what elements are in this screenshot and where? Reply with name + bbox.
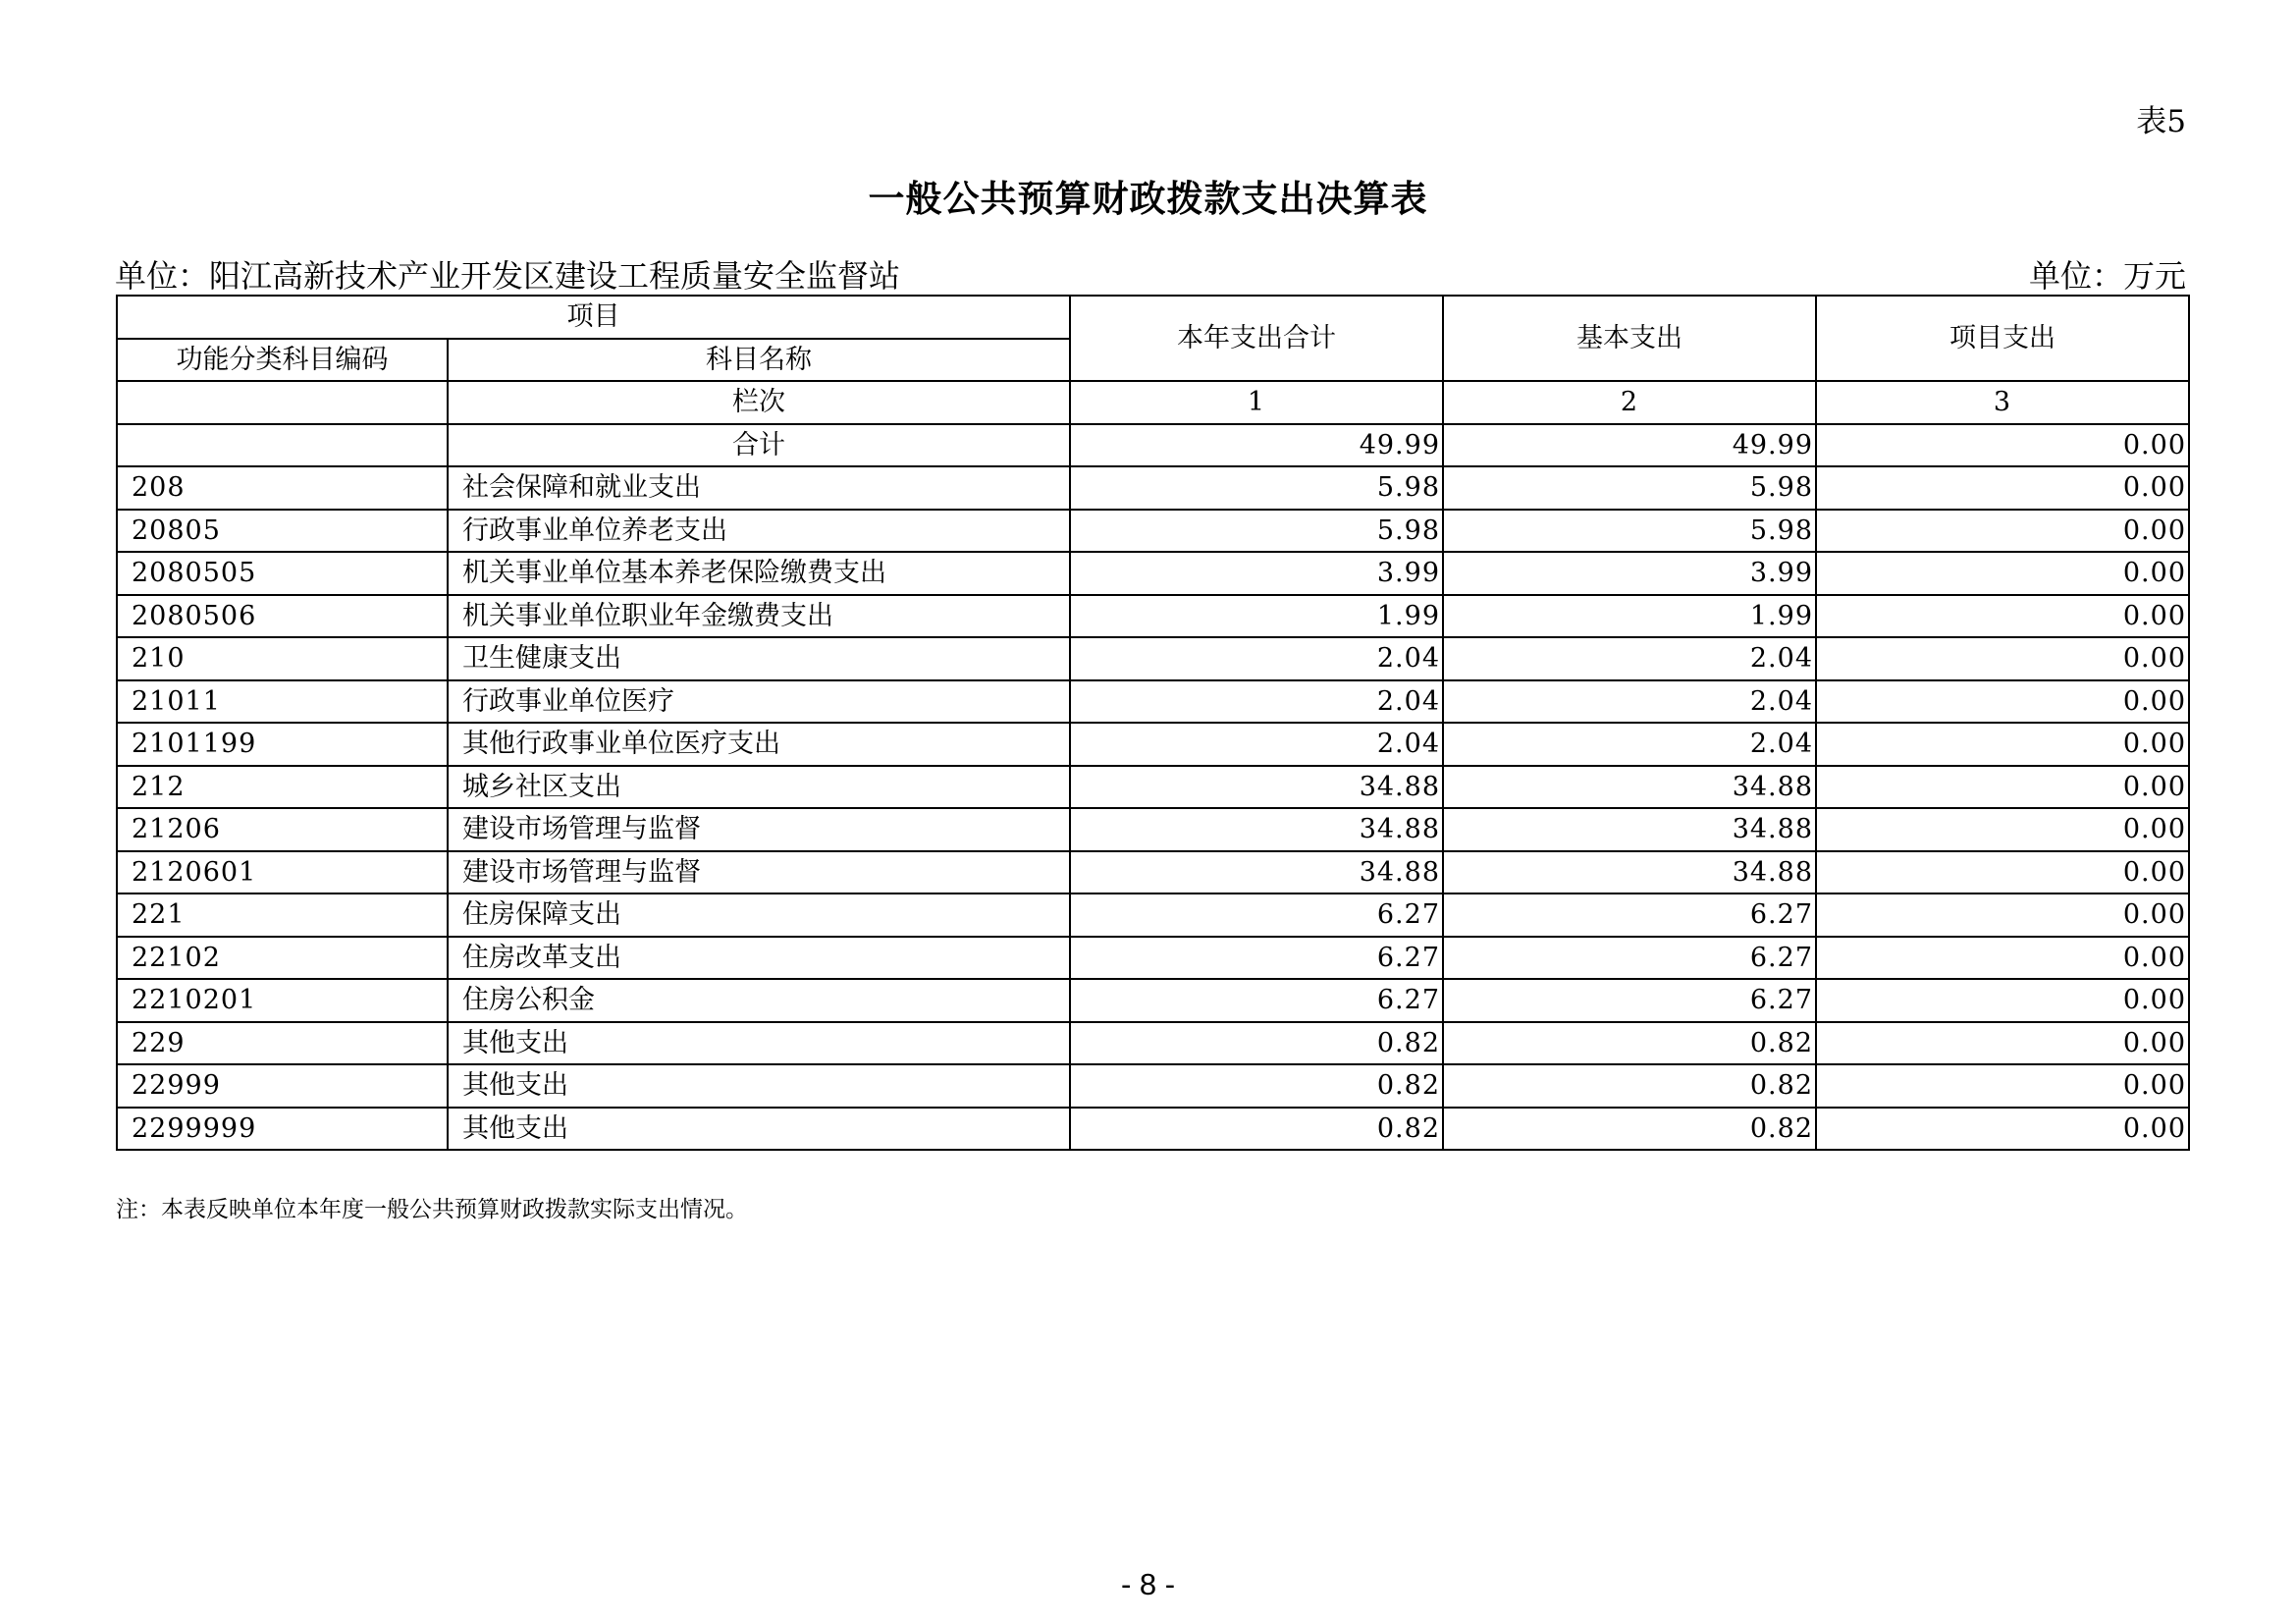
- expenditure-table: [116, 295, 2190, 1151]
- row-project: 0.00: [1816, 766, 2189, 809]
- row-code: 2080505: [117, 552, 448, 595]
- table-row: [117, 1064, 2189, 1108]
- row-code: 229: [117, 1022, 448, 1065]
- row-total: 34.88: [1070, 808, 1443, 851]
- row-total: 5.98: [1070, 466, 1443, 510]
- row-code: 22102: [117, 937, 448, 980]
- row-total: 34.88: [1070, 851, 1443, 894]
- row-code: 2080506: [117, 595, 448, 638]
- header-total: 本年支出合计: [1070, 296, 1443, 381]
- organization-unit: 单位：阳江高新技术产业开发区建设工程质量安全监督站: [115, 257, 901, 295]
- row-total: 1.99: [1070, 595, 1443, 638]
- page-number: - 8 -: [1120, 1567, 1176, 1601]
- footnote: 注：本表反映单位本年度一般公共预算财政拨款实际支出情况。: [116, 1197, 748, 1222]
- table-row: [117, 851, 2189, 894]
- unit-row: [115, 251, 2186, 293]
- row-code: 2120601: [117, 851, 448, 894]
- row-name: 其他支出: [448, 1064, 1070, 1108]
- row-name: 机关事业单位职业年金缴费支出: [448, 595, 1070, 638]
- row-basic: 0.82: [1443, 1064, 1816, 1108]
- row-name: 其他支出: [448, 1022, 1070, 1065]
- row-code: 21011: [117, 680, 448, 724]
- row-code: 21206: [117, 808, 448, 851]
- row-code: 221: [117, 893, 448, 937]
- column-index-3: 3: [1816, 381, 2189, 424]
- table-row: [117, 979, 2189, 1022]
- row-project: 0.00: [1816, 680, 2189, 724]
- total-code: [117, 424, 448, 467]
- row-total: 6.27: [1070, 937, 1443, 980]
- table-row: [117, 595, 2189, 638]
- row-basic: 0.82: [1443, 1108, 1816, 1151]
- currency-unit: 单位：万元: [2028, 257, 2186, 295]
- total-project: 0.00: [1816, 424, 2189, 467]
- row-basic: 3.99: [1443, 552, 1816, 595]
- row-project: 0.00: [1816, 552, 2189, 595]
- row-project: 0.00: [1816, 1108, 2189, 1151]
- table-row: [117, 637, 2189, 680]
- row-basic: 6.27: [1443, 979, 1816, 1022]
- page-title: 一般公共预算财政拨款支出决算表: [868, 177, 1428, 220]
- row-total: 34.88: [1070, 766, 1443, 809]
- table-row: [117, 552, 2189, 595]
- row-basic: 5.98: [1443, 466, 1816, 510]
- row-name: 其他行政事业单位医疗支出: [448, 723, 1070, 766]
- total-amount: 49.99: [1070, 424, 1443, 467]
- header-project-expenditure: 项目支出: [1816, 296, 2189, 381]
- row-basic: 2.04: [1443, 723, 1816, 766]
- table-row: [117, 510, 2189, 553]
- row-name: 社会保障和就业支出: [448, 466, 1070, 510]
- row-project: 0.00: [1816, 893, 2189, 937]
- row-name: 机关事业单位基本养老保险缴费支出: [448, 552, 1070, 595]
- column-index-row: [117, 381, 2189, 424]
- row-code: 22999: [117, 1064, 448, 1108]
- row-total: 2.04: [1070, 637, 1443, 680]
- row-code: 2101199: [117, 723, 448, 766]
- row-total: 2.04: [1070, 723, 1443, 766]
- row-total: 0.82: [1070, 1108, 1443, 1151]
- column-index-2: 2: [1443, 381, 1816, 424]
- table-row: [117, 466, 2189, 510]
- row-total: 0.82: [1070, 1064, 1443, 1108]
- total-name: 合计: [448, 424, 1070, 467]
- row-project: 0.00: [1816, 808, 2189, 851]
- table-row: [117, 893, 2189, 937]
- table-row: [117, 680, 2189, 724]
- row-project: 0.00: [1816, 937, 2189, 980]
- row-project: 0.00: [1816, 979, 2189, 1022]
- row-code: 2210201: [117, 979, 448, 1022]
- row-total: 5.98: [1070, 510, 1443, 553]
- column-label: 栏次: [448, 381, 1070, 424]
- row-basic: 2.04: [1443, 637, 1816, 680]
- row-project: 0.00: [1816, 637, 2189, 680]
- row-code: 212: [117, 766, 448, 809]
- row-code: 208: [117, 466, 448, 510]
- row-code: 20805: [117, 510, 448, 553]
- row-name: 行政事业单位养老支出: [448, 510, 1070, 553]
- row-name: 住房保障支出: [448, 893, 1070, 937]
- row-project: 0.00: [1816, 1022, 2189, 1065]
- column-index-1: 1: [1070, 381, 1443, 424]
- row-name: 行政事业单位医疗: [448, 680, 1070, 724]
- row-basic: 6.27: [1443, 937, 1816, 980]
- row-code: 2299999: [117, 1108, 448, 1151]
- table-row: [117, 723, 2189, 766]
- row-name: 城乡社区支出: [448, 766, 1070, 809]
- row-total: 3.99: [1070, 552, 1443, 595]
- row-total: 0.82: [1070, 1022, 1443, 1065]
- header-basic: 基本支出: [1443, 296, 1816, 381]
- row-basic: 2.04: [1443, 680, 1816, 724]
- header-code: 功能分类科目编码: [117, 339, 448, 382]
- row-project: 0.00: [1816, 1064, 2189, 1108]
- row-code: 210: [117, 637, 448, 680]
- row-name: 建设市场管理与监督: [448, 851, 1070, 894]
- row-name: 卫生健康支出: [448, 637, 1070, 680]
- row-basic: 5.98: [1443, 510, 1816, 553]
- table-number-label: 表5: [2136, 104, 2186, 139]
- header-row-1: [117, 296, 2189, 339]
- total-row: [117, 424, 2189, 467]
- row-project: 0.00: [1816, 466, 2189, 510]
- row-basic: 34.88: [1443, 808, 1816, 851]
- row-project: 0.00: [1816, 595, 2189, 638]
- table-row: [117, 766, 2189, 809]
- row-total: 6.27: [1070, 979, 1443, 1022]
- row-basic: 1.99: [1443, 595, 1816, 638]
- row-name: 住房改革支出: [448, 937, 1070, 980]
- row-total: 6.27: [1070, 893, 1443, 937]
- header-name: 科目名称: [448, 339, 1070, 382]
- row-name: 住房公积金: [448, 979, 1070, 1022]
- row-basic: 0.82: [1443, 1022, 1816, 1065]
- row-basic: 34.88: [1443, 766, 1816, 809]
- row-project: 0.00: [1816, 723, 2189, 766]
- table-row: [117, 808, 2189, 851]
- header-project: 项目: [117, 296, 1070, 339]
- row-basic: 34.88: [1443, 851, 1816, 894]
- row-total: 2.04: [1070, 680, 1443, 724]
- table-row: [117, 937, 2189, 980]
- table-row: [117, 1022, 2189, 1065]
- row-project: 0.00: [1816, 510, 2189, 553]
- row-basic: 6.27: [1443, 893, 1816, 937]
- row-name: 其他支出: [448, 1108, 1070, 1151]
- row-project: 0.00: [1816, 851, 2189, 894]
- table-row: [117, 1108, 2189, 1151]
- total-basic: 49.99: [1443, 424, 1816, 467]
- column-index-blank: [117, 381, 448, 424]
- row-name: 建设市场管理与监督: [448, 808, 1070, 851]
